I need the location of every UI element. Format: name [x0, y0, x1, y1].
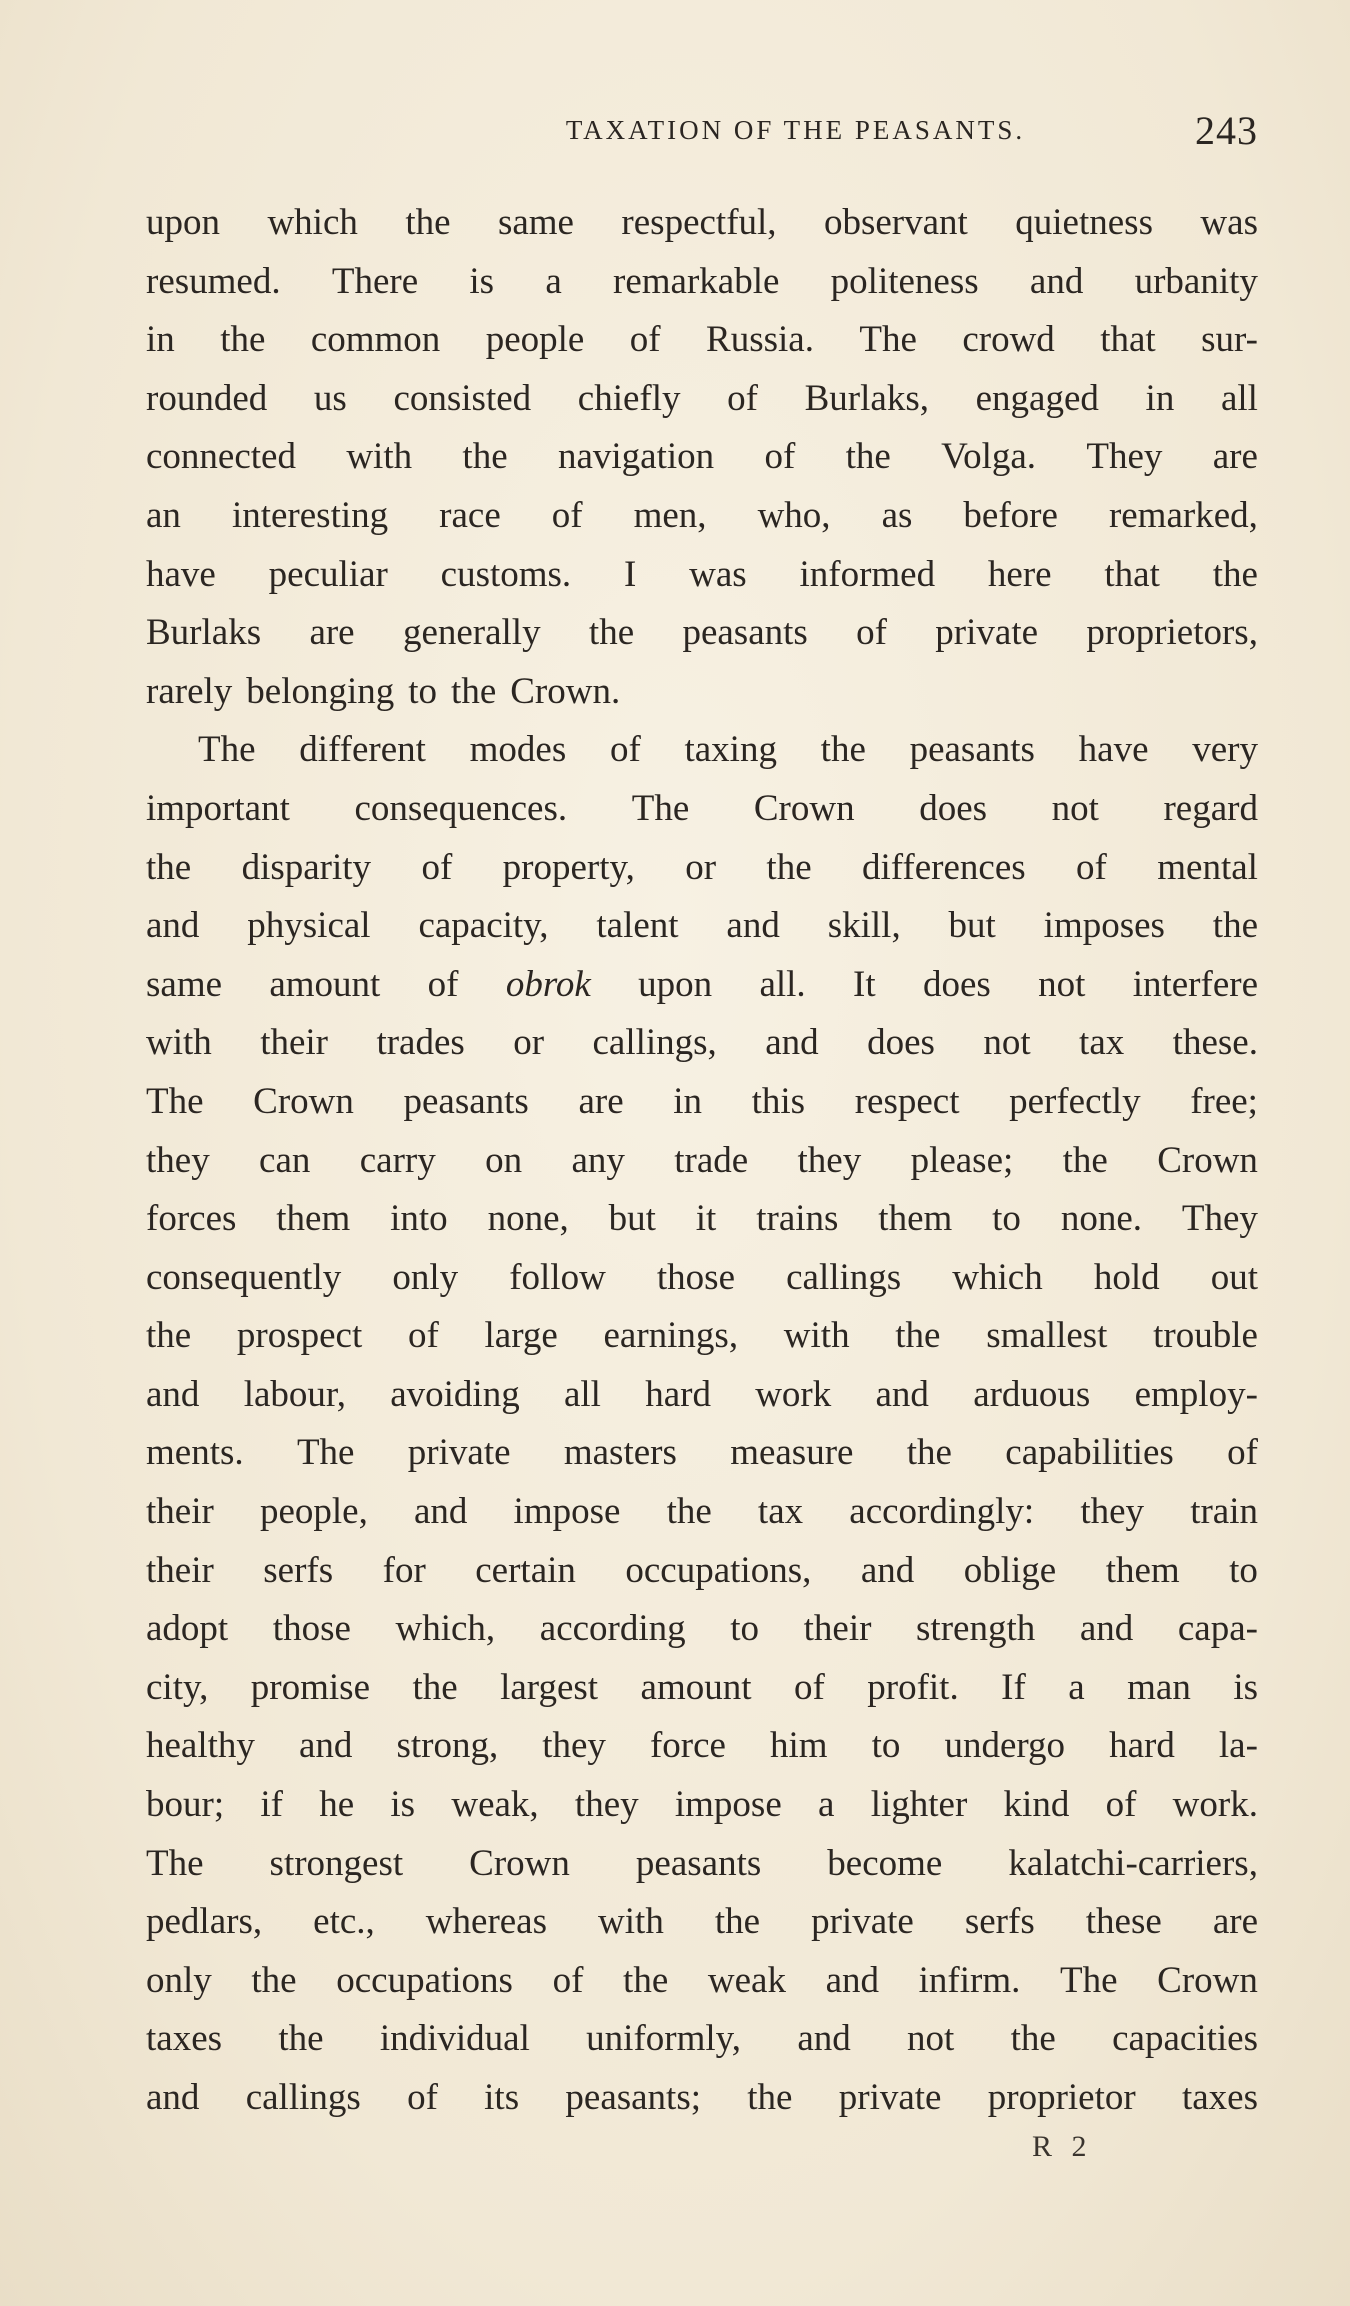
running-head — [146, 100, 1258, 160]
text-line: and callings of its peasants; the private proprietor taxes — [146, 2077, 1258, 2118]
text-line: The Crown peasants are in this respect perfectly free; — [146, 1080, 1258, 1122]
signature-mark: R 2 — [1032, 2130, 1093, 2163]
text-line: taxes the individual uniformly, and not the capacities — [146, 2018, 1258, 2060]
text-line: their people, and impose the tax accordingly: they train — [146, 1491, 1258, 1533]
text-line: the prospect of large earnings, with the smallest trouble — [146, 1315, 1258, 1357]
text-line: important consequences. The Crown does not regard — [146, 787, 1258, 829]
text-line: city, promise the largest amount of profit. If a man is — [146, 1666, 1258, 1708]
text-line: upon which the same respectful, observant quietness was — [146, 202, 1258, 243]
text-line: connected with the navigation of the Volga. They are — [146, 436, 1258, 478]
text-line: and physical capacity, talent and skill, but imposes the — [146, 905, 1258, 947]
text-line: an interesting race of men, who, as before remarked, — [146, 494, 1258, 536]
page-number: 243 — [1195, 107, 1258, 153]
text-line: forces them into none, but it trains them to none. They — [146, 1198, 1258, 1240]
text-line: have peculiar customs. I was informed here that the — [146, 553, 1258, 595]
text-line: their serfs for certain occupations, and oblige them to — [146, 1549, 1258, 1591]
text-line: pedlars, etc., whereas with the private serfs these are — [146, 1901, 1258, 1943]
text-line: they can carry on any trade they please; the Crown — [146, 1139, 1258, 1181]
text-line: same amount of obrok upon all. It does not interfere — [146, 963, 1258, 1005]
text-line: healthy and strong, they force him to undergo hard la- — [146, 1725, 1258, 1767]
text-line: The different modes of taxing the peasants have very — [198, 729, 1258, 771]
text-line: resumed. There is a remarkable politeness and urbanity — [146, 260, 1258, 302]
text-line: only the occupations of the weak and infirm. The Crown — [146, 1959, 1258, 2001]
text-line: adopt those which, according to their strength and capa- — [146, 1608, 1258, 1650]
text-line: rounded us consisted chiefly of Burlaks, engaged in all — [146, 377, 1258, 419]
text-line: and labour, avoiding all hard work and arduous employ- — [146, 1373, 1258, 1415]
text-line: rarely belonging to the Crown. — [146, 670, 621, 712]
text-line: consequently only follow those callings which hold out — [146, 1256, 1258, 1298]
text-line: Burlaks are generally the peasants of private proprietors, — [146, 612, 1258, 654]
text-line: the disparity of property, or the differences of mental — [146, 846, 1258, 888]
text-line: in the common people of Russia. The crowd that sur- — [146, 319, 1258, 361]
body-text — [146, 194, 1258, 2128]
text-line: with their trades or callings, and does not tax these. — [146, 1022, 1258, 1064]
running-title: TAXATION OF THE PEASANTS. — [565, 114, 1026, 145]
text-line: ments. The private masters measure the capabilities of — [146, 1432, 1258, 1474]
text-line: The strongest Crown peasants become kalatchi-carriers, — [146, 1842, 1258, 1884]
text-line: bour; if he is weak, they impose a lighter kind of work. — [146, 1784, 1258, 1826]
